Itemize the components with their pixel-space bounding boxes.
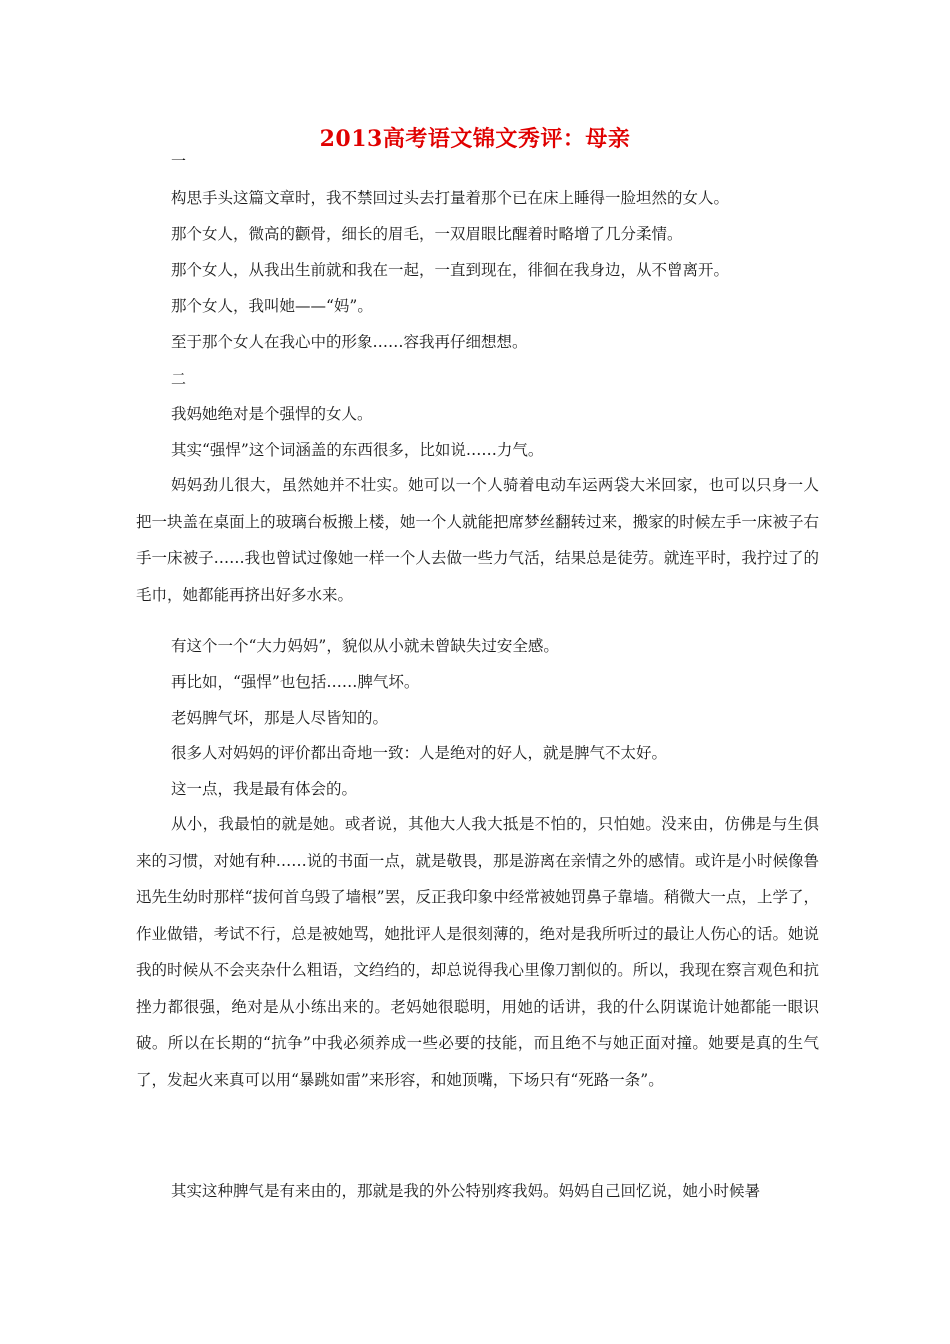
paragraph: 妈妈劲儿很大，虽然她并不壮实。她可以一个人骑着电动车运两袋大米回家，也可以只身一人把一块盖在桌面上的玻璃台板搬上楼，她一个人就能把席梦丝翻转过来，搬家的时候左手一床被子右手一床被子……我也曾试过像她一样一个人去做一些力气活，结果总是徒劳。就连平时，我拧过了的毛巾，她都能再挤出好多水来。 <box>136 476 819 604</box>
paragraph: 很多人对妈妈的评价都出奇地一致：人是绝对的好人，就是脾气不太好。 <box>171 744 668 762</box>
section-number-two: 二 <box>171 370 187 388</box>
paragraph: 构思手头这篇文章时，我不禁回过头去打量着那个已在床上睡得一脸坦然的女人。 <box>171 189 730 207</box>
paragraph: 那个女人，我叫她——“妈”。 <box>171 297 373 315</box>
paragraph: 有这个一个“大力妈妈”，貌似从小就未曾缺失过安全感。 <box>171 637 559 655</box>
paragraph: 这一点，我是最有体会的。 <box>171 780 358 798</box>
paragraph: 那个女人，从我出生前就和我在一起，一直到现在，徘徊在我身边，从不曾离开。 <box>171 261 730 279</box>
paragraph: 至于那个女人在我心中的形象……容我再仔细想想。 <box>171 333 528 351</box>
paragraph: 其实“强悍”这个词涵盖的东西很多，比如说……力气。 <box>171 441 544 459</box>
paragraph: 再比如，“强悍”也包括……脾气坏。 <box>171 673 420 691</box>
paragraph: 我妈她绝对是个强悍的女人。 <box>171 405 373 423</box>
section-number-one: 一 <box>171 152 187 170</box>
paragraph: 老妈脾气坏，那是人尽皆知的。 <box>171 709 389 727</box>
paragraph: 其实这种脾气是有来由的，那就是我的外公特别疼我妈。妈妈自己回忆说，她小时候暑 <box>171 1182 761 1200</box>
document-title: 2013高考语文锦文秀评：母亲 <box>319 126 631 152</box>
paragraph: 从小，我最怕的就是她。或者说，其他大人我大抵是不怕的，只怕她。没来由，仿佛是与生俱来的习惯，对她有种……说的书面一点，就是敬畏，那是游离在亲情之外的感情。或许是小时候像鲁迅先生幼时那样“拔何首乌毁了墙根”罢，反正我印象中经常被她罚鼻子靠墙。稍微大一点，上学了，作业做错，考试不行，总是被她骂，她批评人是很刻薄的，绝对是我所听过的最让人伤心的话。她说我的时候从不会夹杂什么粗语，文绉绉的，却总说得我心里像刀割似的。所以，我现在察言观色和抗挫力都很强，绝对是从小练出来的。老妈她很聪明，用她的话讲，我的什么阴谋诡计她都能一眼识破。所以在长期的“抗争”中我必须养成一些必要的技能，而且绝不与她正面对撞。她要是真的生气了，发起火来真可以用“暴跳如雷”来形容，和她顶嘴，下场只有“死路一条”。 <box>136 815 819 1089</box>
paragraph: 那个女人，微高的颧骨，细长的眉毛，一双眉眼比醒着时略增了几分柔情。 <box>171 225 683 243</box>
